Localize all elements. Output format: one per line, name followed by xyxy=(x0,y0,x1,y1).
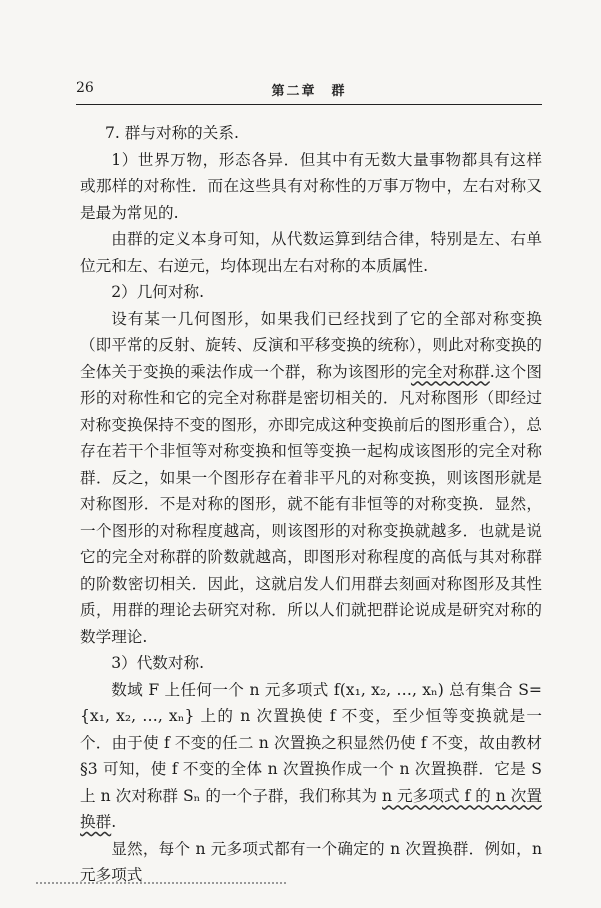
term-complete-symmetry-group: 完全对称群 xyxy=(410,362,490,381)
paragraph-world-symmetry: 1）世界万物，形态各异．但其中有无数大量事物都具有这样或那样的对称性．而在这些具有对称性的万事万物中，左右对称又是最为常见的. xyxy=(80,150,542,222)
text-run: . xyxy=(111,813,117,831)
text-run: .这个图形的对称性和它的完全对称群是密切相关的．凡对称图形（即经过对称变换保持不变的图形，亦即完成这种变换前后的图形重合），总存在若干个非恒等对称变换和恒等变换一起构成该图形的完全对称群．反之，如果一个图形存在着非平凡的对称变换，则该图形就是对称图形．不是对称的图形，就不能有非恒等的对称变换．显然，一个图形的对称程度越高，则该图形的对称变换就越多．也就是说它的完全对称群的阶数就越高，即图形对称程度的高低与其对称群的阶数密切相关．因此，这就启发人们用群去刻画对称图形及其性质，用群的理论去研究对称．所以人们就把群论说成是研究对称的数学理论. xyxy=(80,362,542,646)
text-run: 数域 F 上任何一个 n 元多项式 f(x₁, x₂, …, xₙ) 总有集合 S={x₁, x₂, …, xₙ} 上的 n 次置换使 f 不变，至少恒等变换就是一个．由于使 f 不变的任二 n 次置换之积显然仍使 f 不变，故由教材 §3 可知，使 f 不变的全体 n 次置换作成一个 n 次置换群．它是 S 上 n 次对称群 Sₙ 的一个子群，我们称其为 xyxy=(80,680,542,805)
section-heading: 7. 群与对称的关系. xyxy=(104,124,239,142)
paragraph-geometric-symmetry xyxy=(80,306,542,651)
paragraph-group-definition: 由群的定义本身可知，从代数运算到结合律，特别是左、右单位元和左、右逆元，均体现出左右对称的本质属性. xyxy=(80,230,542,275)
paragraph-algebraic-symmetry xyxy=(80,677,542,836)
term-polynomial-permutation-group: n 元多项式 f 的 n 次置换群 xyxy=(80,786,542,831)
scan-artifact xyxy=(36,882,286,884)
chapter-title: 第二章 群 xyxy=(271,84,347,99)
subheading-geometric-symmetry: 2）几何对称. xyxy=(111,283,205,301)
page-body xyxy=(80,120,542,889)
text-run: 设有某一几何图形，如果我们已经找到了它的全部对称变换（即平常的反射、旋转、反演和平移变换的统称），则此对称变换的全体关于变换的乘法作成一个群，称为该图形的 xyxy=(80,309,542,381)
page-number: 26 xyxy=(76,80,94,96)
header-rule xyxy=(76,104,542,105)
paragraph-example: 显然，每个 n 元多项式都有一个确定的 n 次置换群．例如，n 元多项式 xyxy=(80,839,542,884)
page-header xyxy=(76,80,542,100)
subheading-algebraic-symmetry: 3）代数对称. xyxy=(111,654,205,672)
